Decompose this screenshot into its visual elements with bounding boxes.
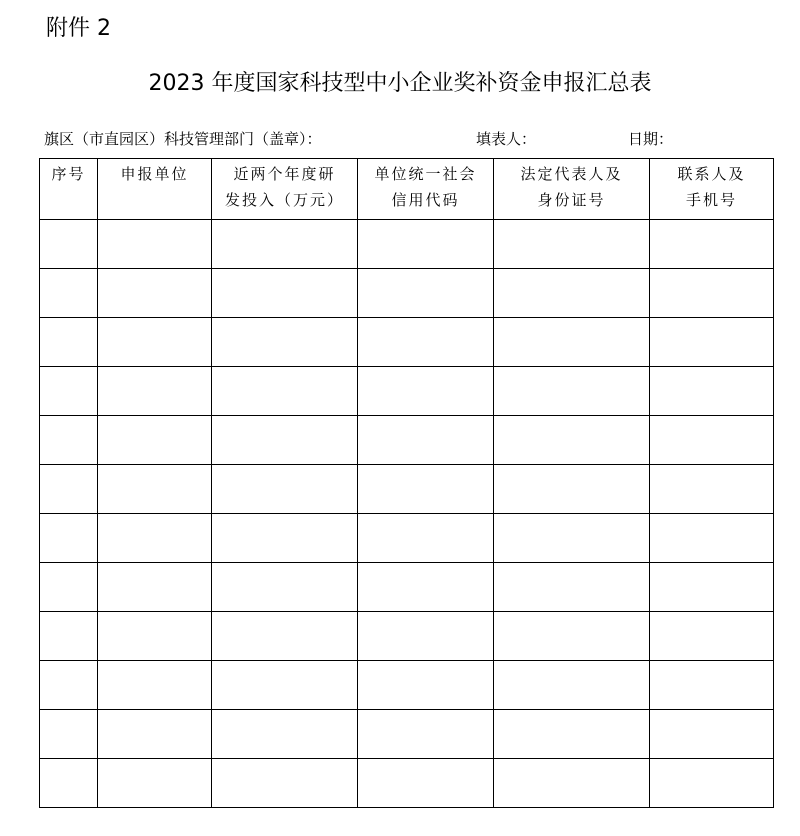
table-row [40, 367, 774, 416]
table-cell[interactable] [212, 563, 358, 612]
table-cell[interactable] [358, 318, 494, 367]
table-cell[interactable] [40, 710, 98, 759]
table-cell[interactable] [40, 465, 98, 514]
filler-label: 填表人： [476, 130, 537, 148]
table-cell[interactable] [212, 612, 358, 661]
table-row [40, 220, 774, 269]
table-cell[interactable] [650, 416, 774, 465]
table-cell[interactable] [98, 465, 212, 514]
table-cell[interactable] [358, 612, 494, 661]
table-row [40, 269, 774, 318]
table-cell[interactable] [494, 269, 650, 318]
table-cell[interactable] [40, 318, 98, 367]
table-row [40, 710, 774, 759]
table-row [40, 661, 774, 710]
table-cell[interactable] [212, 416, 358, 465]
table-cell[interactable] [494, 465, 650, 514]
col-header-legal-rep [494, 159, 650, 220]
table-cell[interactable] [212, 661, 358, 710]
table-row [40, 563, 774, 612]
table-cell[interactable] [40, 612, 98, 661]
table-cell[interactable] [650, 220, 774, 269]
table-cell[interactable] [212, 759, 358, 808]
table-cell[interactable] [358, 220, 494, 269]
table-cell[interactable] [358, 465, 494, 514]
table-cell[interactable] [494, 416, 650, 465]
table-cell[interactable] [212, 220, 358, 269]
table-cell[interactable] [40, 661, 98, 710]
table-cell[interactable] [40, 759, 98, 808]
table-cell[interactable] [358, 269, 494, 318]
table-cell[interactable] [40, 563, 98, 612]
attachment-label: 附件 2 [46, 16, 111, 41]
table-cell[interactable] [358, 759, 494, 808]
table-row [40, 759, 774, 808]
table-cell[interactable] [212, 367, 358, 416]
table-cell[interactable] [650, 367, 774, 416]
table-cell[interactable] [212, 318, 358, 367]
table-cell[interactable] [494, 759, 650, 808]
dept-seal-label: 旗区（市直园区）科技管理部门（盖章）： [44, 130, 322, 148]
table-cell[interactable] [212, 465, 358, 514]
page-title: 2023 年度国家科技型中小企业奖补资金申报汇总表 [148, 71, 652, 96]
table-cell[interactable] [98, 563, 212, 612]
col-header-line: 手机号 [685, 191, 737, 209]
table-cell[interactable] [358, 367, 494, 416]
col-header-rd-investment [212, 159, 358, 220]
table-cell[interactable] [40, 269, 98, 318]
col-header-contact [650, 159, 774, 220]
table-cell[interactable] [650, 612, 774, 661]
col-header-credit-code [358, 159, 494, 220]
table-cell[interactable] [98, 612, 212, 661]
table-cell[interactable] [494, 710, 650, 759]
col-header-line: 序号 [51, 165, 86, 183]
table-cell[interactable] [494, 318, 650, 367]
date-label: 日期： [628, 130, 674, 148]
col-header-line: 身份证号 [537, 191, 606, 209]
table-cell[interactable] [650, 710, 774, 759]
table-cell[interactable] [212, 514, 358, 563]
table-cell[interactable] [494, 220, 650, 269]
table-row [40, 416, 774, 465]
table-cell[interactable] [98, 318, 212, 367]
col-header-line: 单位统一社会 [374, 165, 477, 183]
col-header-line: 近两个年度研 [233, 165, 336, 183]
table-cell[interactable] [358, 416, 494, 465]
table-cell[interactable] [358, 710, 494, 759]
table-body [40, 220, 774, 808]
table-cell[interactable] [98, 759, 212, 808]
table-cell[interactable] [98, 661, 212, 710]
table-row [40, 318, 774, 367]
col-header-line: 法定代表人及 [520, 165, 623, 183]
table-cell[interactable] [494, 612, 650, 661]
table-cell[interactable] [212, 710, 358, 759]
table-cell[interactable] [98, 514, 212, 563]
table-cell[interactable] [650, 563, 774, 612]
col-header-line: 信用代码 [391, 191, 460, 209]
table-cell[interactable] [650, 465, 774, 514]
table-row [40, 514, 774, 563]
table-cell[interactable] [358, 661, 494, 710]
table-cell[interactable] [98, 710, 212, 759]
col-header-applicant [98, 159, 212, 220]
table-cell[interactable] [494, 563, 650, 612]
table-row [40, 612, 774, 661]
table-cell[interactable] [650, 661, 774, 710]
table-cell[interactable] [650, 759, 774, 808]
table-cell[interactable] [98, 416, 212, 465]
table-cell[interactable] [358, 563, 494, 612]
table-row [40, 465, 774, 514]
table-cell[interactable] [650, 514, 774, 563]
table-cell[interactable] [98, 367, 212, 416]
table-cell[interactable] [358, 514, 494, 563]
col-header-line: 联系人及 [677, 165, 746, 183]
table-cell[interactable] [650, 269, 774, 318]
table-cell[interactable] [98, 220, 212, 269]
col-header-line: 发投入（万元） [224, 191, 344, 209]
form-meta-row [44, 126, 774, 152]
table-cell[interactable] [212, 269, 358, 318]
table-cell[interactable] [494, 661, 650, 710]
table-cell[interactable] [40, 367, 98, 416]
table-cell[interactable] [494, 514, 650, 563]
table-cell[interactable] [40, 220, 98, 269]
table-cell[interactable] [650, 318, 774, 367]
table-cell[interactable] [40, 514, 98, 563]
table-cell[interactable] [40, 416, 98, 465]
col-header-serial [40, 159, 98, 220]
col-header-line: 申报单位 [120, 165, 189, 183]
table-cell[interactable] [494, 367, 650, 416]
summary-table [39, 158, 774, 808]
table-cell[interactable] [98, 269, 212, 318]
table-header-row [40, 159, 774, 220]
